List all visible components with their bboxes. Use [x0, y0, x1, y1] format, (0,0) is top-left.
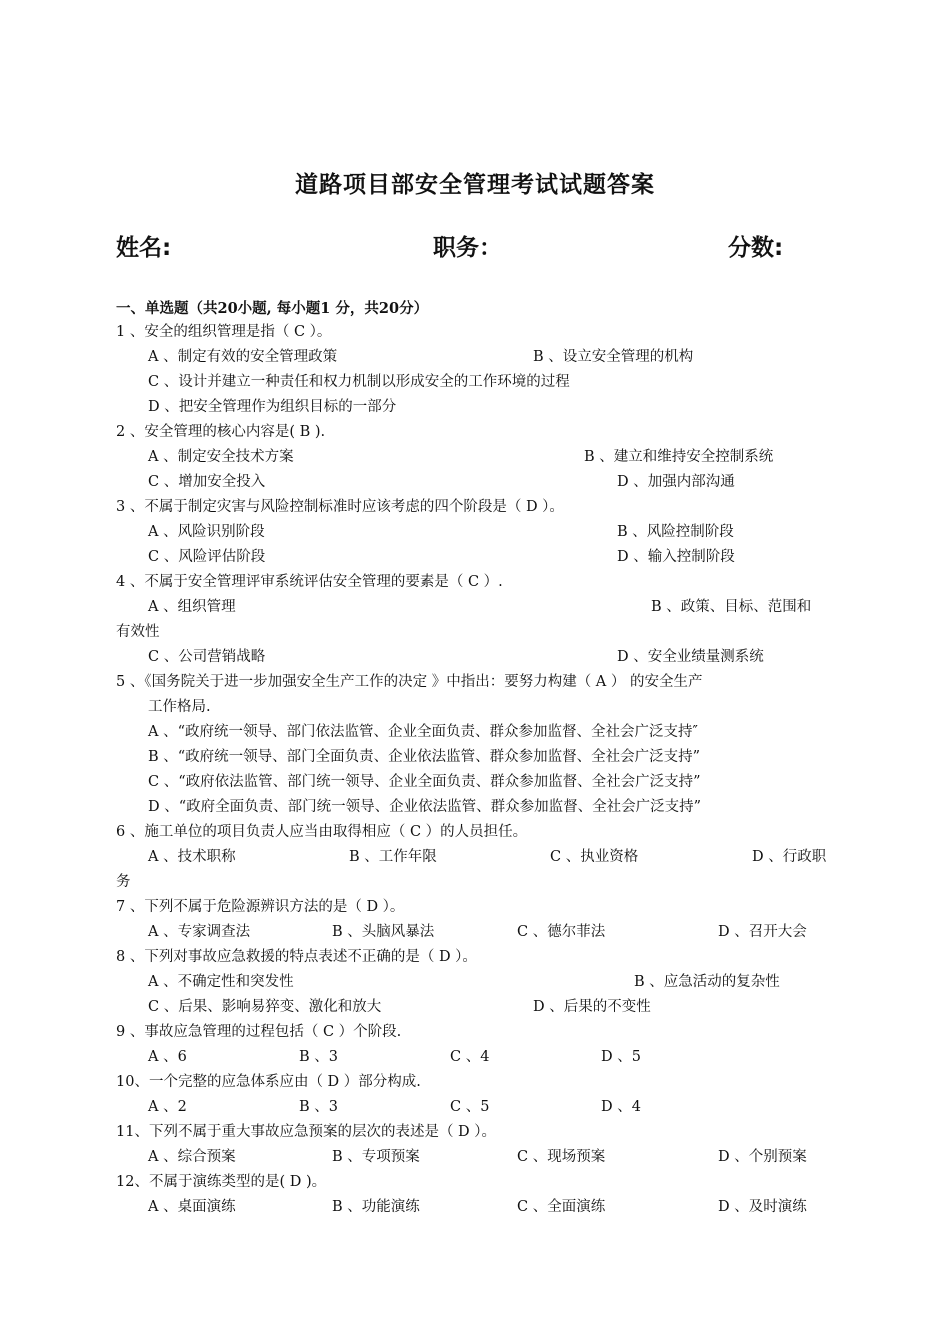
question-1-option-a: A 、制定有效的安全管理政策	[148, 349, 338, 365]
question-7-option-c: C 、德尔菲法	[517, 924, 606, 940]
question-10-option-d: D 、4	[601, 1099, 641, 1115]
question-8-option-c: C 、后果、影响易猝变、激化和放大	[148, 999, 382, 1015]
question-9-options-row-1	[0, 1045, 950, 1070]
question-2-option-b: B 、建立和维持安全控制系统	[584, 449, 774, 465]
question-4-option-d: D 、安全业绩量测系统	[617, 649, 764, 665]
question-4-option-b-continuation: 有效性	[116, 624, 160, 640]
question-7-option-d: D 、召开大会	[718, 924, 807, 940]
question-list	[0, 320, 950, 1220]
question-1-option-d: D 、把安全管理作为组织目标的一部分	[148, 399, 397, 415]
question-11-option-c: C 、现场预案	[517, 1149, 606, 1165]
question-3-options-row-2	[0, 545, 950, 570]
question-1-option-c: C 、设计并建立一种责任和权力机制以形成安全的工作环境的过程	[148, 374, 570, 390]
question-2-option-a: A 、制定安全技术方案	[148, 449, 294, 465]
question-11-option-d: D 、个别预案	[718, 1149, 807, 1165]
question-4-option-a: A 、组织管理	[148, 599, 236, 615]
question-5-option-c: C 、“政府依法监管、部门统一领导、企业全面负责、群众参加监督、全社会广泛支持”	[148, 774, 701, 790]
question-1-stem: 1 、安全的组织管理是指（ C ）。	[116, 324, 332, 340]
question-6-options-row-1	[0, 845, 950, 870]
question-3-option-d: D 、输入控制阶段	[617, 549, 735, 565]
question-5-option-d: D 、“政府全面负责、部门统一领导、企业依法监管、群众参加监督、全社会广泛支持”	[148, 799, 702, 815]
question-11-stem: 11、下列不属于重大事故应急预案的层次的表述是（ D ）。	[116, 1124, 497, 1140]
question-6-option-b: B 、工作年限	[349, 849, 437, 865]
question-9-option-c: C 、4	[450, 1049, 490, 1065]
page-title: 道路项目部安全管理考试试题答案	[295, 172, 655, 198]
question-3-option-c: C 、风险评估阶段	[148, 549, 266, 565]
question-5-stem: 5 、《国务院关于进一步加强安全生产工作的决定 》中指出：要努力构建（ A ） 的安全生产	[116, 674, 703, 690]
question-6-option-a: A 、技术职称	[148, 849, 236, 865]
question-1-options-row-1	[0, 345, 950, 370]
question-2-options-row-2	[0, 470, 950, 495]
question-10-options-row-1	[0, 1095, 950, 1120]
question-8-options-row-1	[0, 970, 950, 995]
question-4-option-c: C 、公司营销战略	[148, 649, 266, 665]
question-12-option-b: B 、功能演练	[332, 1199, 420, 1215]
question-8-option-d: D 、后果的不变性	[533, 999, 651, 1015]
question-12-option-c: C 、全面演练	[517, 1199, 606, 1215]
question-3-options-row-1	[0, 520, 950, 545]
question-4-options-row-1	[0, 595, 950, 620]
question-4-option-b: B 、政策、目标、范围和	[651, 599, 812, 615]
question-8-options-row-2	[0, 995, 950, 1020]
question-3-option-b: B 、风险控制阶段	[617, 524, 734, 540]
question-4-options-row-2	[0, 645, 950, 670]
question-9-option-d: D 、5	[601, 1049, 641, 1065]
question-8-option-a: A 、不确定性和突发性	[148, 974, 294, 990]
question-10-option-a: A 、2	[148, 1099, 187, 1115]
position-field-label: 职务：	[433, 235, 502, 261]
question-2-option-c: C 、增加安全投入	[148, 474, 266, 490]
question-11-option-a: A 、综合预案	[148, 1149, 236, 1165]
question-11-option-b: B 、专项预案	[332, 1149, 420, 1165]
question-11-options-row-1	[0, 1145, 950, 1170]
question-10-stem: 10、一个完整的应急体系应由（ D ）部分构成.	[116, 1074, 421, 1090]
question-5-stem-continuation: 工作格局.	[148, 699, 211, 715]
question-6-option-d-continuation: 务	[116, 874, 131, 890]
question-9-option-a: A 、6	[148, 1049, 187, 1065]
question-9-option-b: B 、3	[299, 1049, 338, 1065]
question-6-option-d: D 、行政职	[752, 849, 827, 865]
score-field-label: 分数:	[728, 235, 784, 261]
question-1-option-b: B 、设立安全管理的机构	[533, 349, 694, 365]
question-7-options-row-1	[0, 920, 950, 945]
question-2-stem: 2 、安全管理的核心内容是( B ).	[116, 424, 326, 440]
question-7-option-a: A 、专家调查法	[148, 924, 251, 940]
question-5-option-b: B 、“政府统一领导、部门全面负责、企业依法监管、群众参加监督、全社会广泛支持”	[148, 749, 701, 765]
question-12-option-a: A 、桌面演练	[148, 1199, 236, 1215]
question-10-option-c: C 、5	[450, 1099, 490, 1115]
question-4-stem: 4 、不属于安全管理评审系统评估安全管理的要素是（ C ）.	[116, 574, 503, 590]
question-12-option-d: D 、及时演练	[718, 1199, 807, 1215]
question-6-stem: 6 、施工单位的项目负责人应当由取得相应（ C ）的人员担任。	[116, 824, 528, 840]
question-10-option-b: B 、3	[299, 1099, 338, 1115]
question-3-option-a: A 、风险识别阶段	[148, 524, 265, 540]
question-12-options-row-1	[0, 1195, 950, 1220]
question-7-option-b: B 、头脑风暴法	[332, 924, 435, 940]
name-field-label: 姓名:	[116, 235, 172, 261]
question-2-option-d: D 、加强内部沟通	[617, 474, 735, 490]
question-5-option-a: A 、“政府统一领导、部门依法监管、企业全面负责、群众参加监督、全社会广泛支持″	[148, 724, 698, 740]
question-8-stem: 8 、下列对事故应急救援的特点表述不正确的是（ D ）。	[116, 949, 477, 965]
question-8-option-b: B 、应急活动的复杂性	[634, 974, 780, 990]
question-6-option-c: C 、执业资格	[550, 849, 639, 865]
section-heading: 一、单选题（共20小题, 每小题1 分，共20分）	[116, 300, 429, 317]
question-9-stem: 9 、事故应急管理的过程包括（ C ）个阶段.	[116, 1024, 402, 1040]
question-7-stem: 7 、下列不属于危险源辨识方法的是（ D ）。	[116, 899, 405, 915]
question-12-stem: 12、不属于演练类型的是( D )。	[116, 1174, 327, 1190]
question-3-stem: 3 、不属于制定灾害与风险控制标准时应该考虑的四个阶段是（ D ）。	[116, 499, 564, 515]
question-2-options-row-1	[0, 445, 950, 470]
